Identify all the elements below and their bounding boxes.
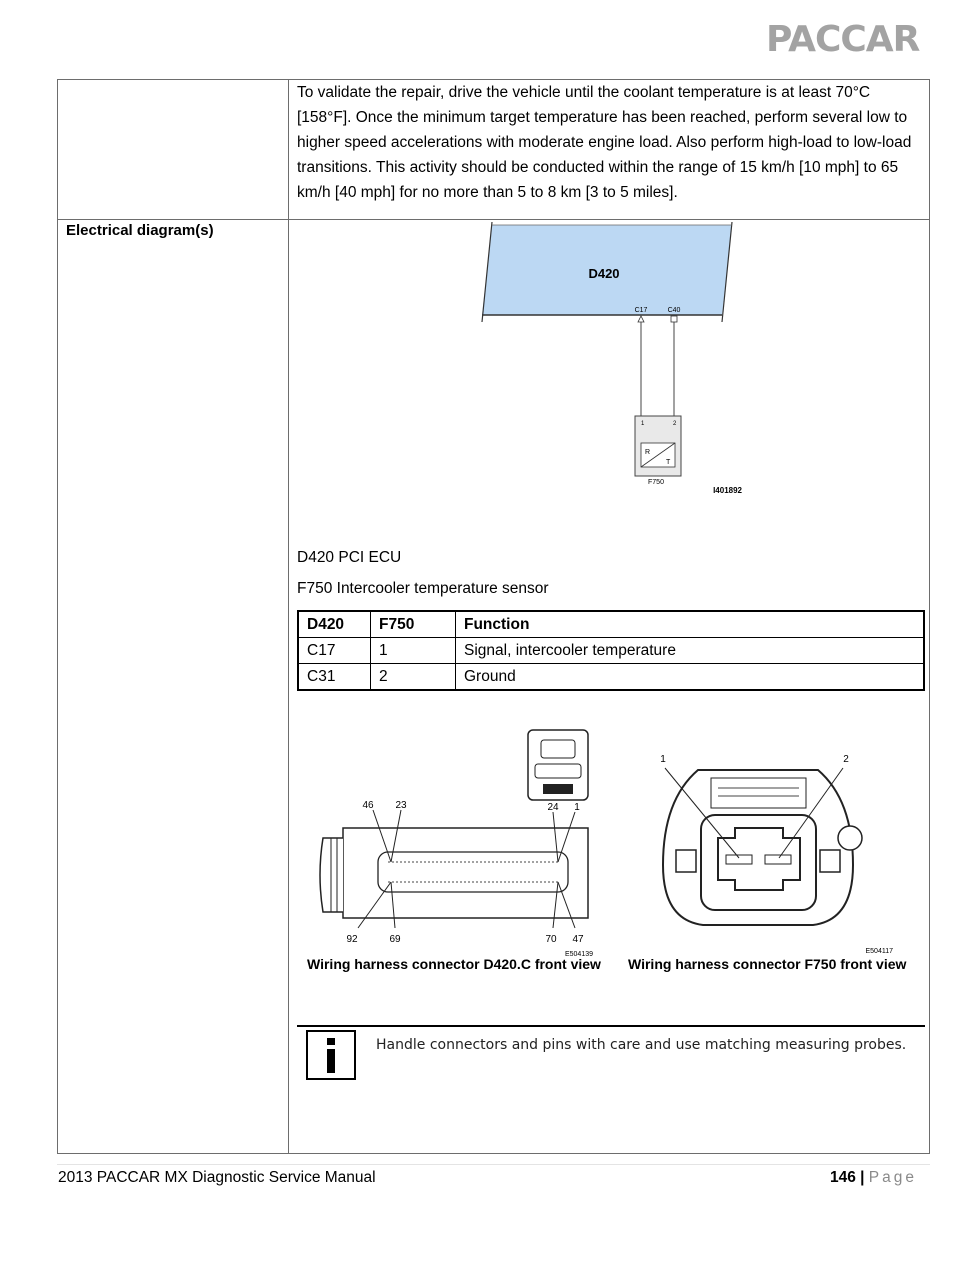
svg-text:PACCAR: PACCAR (766, 19, 920, 58)
connector-f750-drawing (643, 740, 898, 955)
paccar-logo (766, 18, 926, 58)
table-row: C31 2 Ground (298, 664, 924, 691)
diagram-ref: I401892 (713, 486, 742, 495)
note-text: Handle connectors and pins with care and use matching measuring probes. (376, 1037, 907, 1053)
validation-instructions: To validate the repair, drive the vehicle until the coolant temperature is at least 70°C [158°F]. Once the minimum target temperature has been reached, perform several low to higher speed accelerations with moderate engine load. Also perform high-load to low-load transitions. This activity should be conducted within the range of 15 km/h [10 mph] to 65 km/h [40 mph] for no more than 5 to 8 km [3 to 5 miles]. (297, 84, 912, 201)
svg-text:69: 69 (389, 934, 401, 945)
footer-title: 2013 PACCAR MX Diagnostic Service Manual (58, 1169, 376, 1186)
svg-text:R: R (645, 449, 651, 456)
connector-d420-drawing (313, 720, 603, 960)
svg-text:1: 1 (660, 754, 666, 765)
content-table (57, 79, 930, 1154)
section-label: Electrical diagram(s) (66, 222, 214, 239)
pin-c17-label: C17 (634, 307, 648, 314)
page-number: 146 (829, 1169, 856, 1186)
connector-f750-ref: E504117 (865, 948, 893, 955)
legend-f750: F750 Intercooler temperature sensor (297, 580, 549, 597)
note-divider (297, 1025, 925, 1027)
svg-text:92: 92 (346, 934, 358, 945)
svg-text:T: T (666, 459, 671, 466)
electrical-diagram (478, 220, 758, 505)
pin-table (297, 610, 925, 691)
table-row: C17 1 Signal, intercooler temperature (298, 638, 924, 664)
svg-text:1: 1 (574, 802, 580, 813)
legend-d420: D420 PCI ECU (297, 549, 402, 566)
caption-f750: Wiring harness connector F750 front view (628, 956, 907, 972)
pin-c40-label: C40 (667, 307, 681, 314)
svg-text:46: 46 (362, 800, 374, 811)
caption-d420: Wiring harness connector D420.C front view (307, 956, 601, 972)
svg-text:70: 70 (545, 934, 557, 945)
page-word: Page (868, 1169, 917, 1186)
info-icon (306, 1030, 356, 1080)
table-header-row: D420 F750 Function (298, 611, 924, 638)
footer-divider (57, 1164, 930, 1165)
sensor-label: F750 (648, 479, 664, 486)
svg-text:2: 2 (673, 421, 677, 427)
page-separator: | (860, 1169, 865, 1186)
svg-text:2: 2 (843, 754, 849, 765)
ecu-label: D420 (588, 266, 620, 281)
svg-text:23: 23 (395, 800, 407, 811)
page-indicator (830, 1169, 917, 1187)
svg-text:24: 24 (547, 802, 559, 813)
svg-text:47: 47 (572, 934, 584, 945)
connector-d420-ref: E504139 (564, 951, 593, 958)
svg-text:1: 1 (641, 421, 645, 427)
